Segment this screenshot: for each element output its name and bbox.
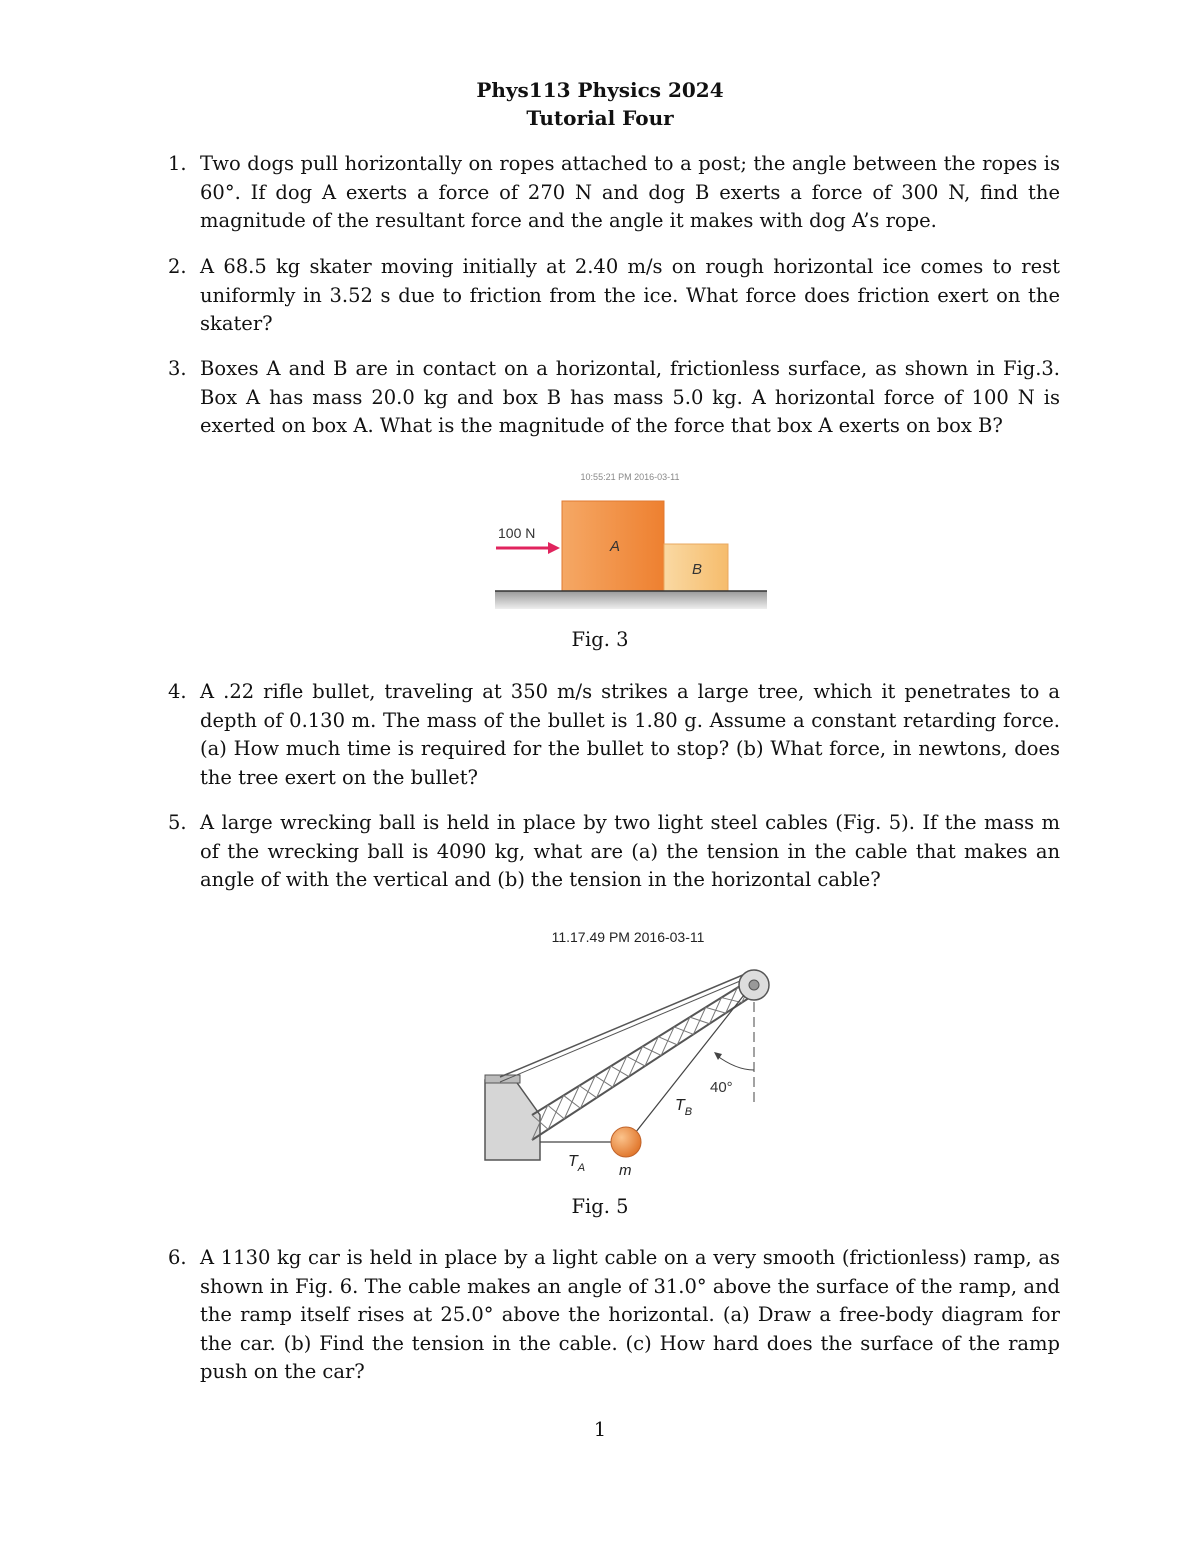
question-4 xyxy=(168,678,1060,792)
question-number: 6. xyxy=(168,1246,187,1269)
angle-label: 40° xyxy=(710,1079,733,1096)
question-text: Boxes A and B are in contact on a horizontal, frictionless surface, as shown in Fig.3. Box A has mass 20.0 kg and box B has mass 5.0 kg. A horizontal force of 100 N is exerted on box A. What is the magnitude of the force that box A exerts on box B? xyxy=(200,357,1060,437)
arrow-head-icon xyxy=(548,542,560,554)
fig3-timestamp: 10:55:21 PM 2016-03-11 xyxy=(580,472,680,482)
question-text: Two dogs pull horizontally on ropes attached to a post; the angle between the ropes is 60°. If dog A exerts a force of 270 N and dog B exerts a force of 300 N, find the magnitude of the resultant force and the angle it makes with dog A’s rope. xyxy=(200,152,1060,232)
question-number: 1. xyxy=(168,152,187,175)
box-a-label: A xyxy=(610,538,621,555)
cable-b xyxy=(628,995,744,1142)
mass-label: m xyxy=(619,1162,632,1179)
figure-3-caption: Fig. 3 xyxy=(571,628,629,651)
page-title: Phys113 Physics 2024 xyxy=(476,78,724,102)
angle-arc xyxy=(716,1055,754,1070)
figure-5 xyxy=(470,920,780,1190)
page-subtitle: Tutorial Four xyxy=(526,106,674,130)
question-text: A 1130 kg car is held in place by a light cable on a very smooth (frictionless) ramp, as shown in Fig. 6. The cable makes an angle of 31.0° above the surface of the ramp, and the ramp itself rises at 25.0° above the horizontal. (a) Draw a free-body diagram for the car. (b) Find the tension in the cable. (c) How hard does the surface of the ramp push on the car? xyxy=(200,1246,1060,1383)
fig5-timestamp: 11.17.49 PM 2016-03-11 xyxy=(551,929,705,945)
question-1 xyxy=(168,150,1060,236)
page-number: 1 xyxy=(593,1418,607,1441)
ta-label: $T_A$ xyxy=(568,1153,586,1174)
figure-3 xyxy=(490,468,780,618)
tb-label: $T_B$ xyxy=(675,1097,693,1118)
wrecking-ball xyxy=(611,1127,641,1157)
question-3 xyxy=(168,355,1060,441)
question-2 xyxy=(168,253,1060,339)
question-6 xyxy=(168,1244,1060,1387)
question-text: A 68.5 kg skater moving initially at 2.40 m/s on rough horizontal ice comes to rest uniformly in 3.52 s due to friction from the ice. What force does friction exert on the skater? xyxy=(200,255,1060,335)
question-number: 4. xyxy=(168,680,187,703)
question-number: 3. xyxy=(168,357,187,380)
crane-base xyxy=(485,1080,540,1160)
question-number: 2. xyxy=(168,255,187,278)
question-text: A large wrecking ball is held in place by two light steel cables (Fig. 5). If the mass m of the wrecking ball is 4090 kg, what are (a) the tension in the cable that makes an angle of with the vertical and (b) the tension in the horizontal cable? xyxy=(200,811,1060,891)
boom-lattice xyxy=(532,978,758,1140)
figure-5-caption: Fig. 5 xyxy=(571,1195,629,1218)
force-label: 100 N xyxy=(498,525,536,541)
question-5 xyxy=(168,809,1060,895)
floor-surface xyxy=(495,591,767,609)
box-b-label: B xyxy=(692,561,703,578)
question-text: A .22 rifle bullet, traveling at 350 m/s strikes a large tree, which it penetrates to a depth of 0.130 m. The mass of the bullet is 1.80 g. Assume a constant retarding force. (a) How much time is required for the bullet to stop? (b) What force, in newtons, does the tree exert on the bullet? xyxy=(200,680,1060,789)
question-number: 5. xyxy=(168,811,187,834)
